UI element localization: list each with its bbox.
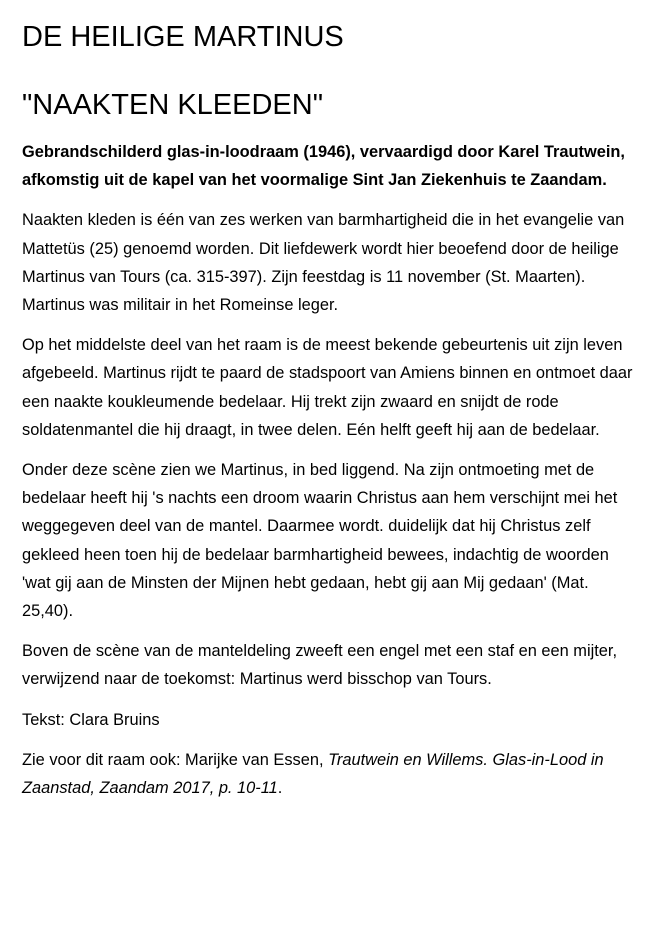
body-paragraph-2: Op het middelste deel van het raam is de meest bekende gebeurtenis uit zijn leven afgebeeld. Martinus rijdt te paard de stadspoort van Amiens binnen en ontmoet daar een naakte koukleumende bedelaar. Hij trekt zijn zwaard en snijdt de rode soldatenmantel die hij draagt, in twee delen. Eén helft geeft hij aan de bedelaar. bbox=[22, 336, 633, 439]
body-paragraph-4: Boven de scène van de manteldeling zweeft een engel met een staf en een mijter, verwijzend naar de toekomst: Martinus werd bisschop van Tours. bbox=[22, 642, 618, 689]
body-paragraph-1: Naakten kleden is één van zes werken van barmhartigheid die in het evangelie van Mattetüs (25) genoemd worden. Dit liefdewerk wordt hier beoefend door de heilige Martinus van Tours (ca. 315-397). Zijn feestdag is 11 november (St. Maarten). Martinus was militair in het Romeinse leger. bbox=[22, 211, 625, 315]
intro-paragraph: Gebrandschilderd glas-in-loodraam (1946), vervaardigd door Karel Trautwein, afkomstig uit de kapel van het voormalige Sint Jan Ziekenhuis te Zaandam. bbox=[22, 143, 625, 190]
reference-prefix: Zie voor dit raam ook: Marijke van Essen, bbox=[22, 750, 329, 769]
page-subtitle: "NAAKTEN KLEEDEN" bbox=[22, 89, 324, 121]
document-page bbox=[22, 18, 634, 814]
reference-paragraph bbox=[22, 746, 634, 802]
reference-title: Trautwein en Willems. Glas-in-Lood in Zaanstad, Zaandam 2017, p. 10-11 bbox=[22, 750, 604, 798]
body-paragraph-3: Onder deze scène zien we Martinus, in bed liggend. Na zijn ontmoeting met de bedelaar heeft hij 's nachts een droom waarin Christus aan hem verschijnt mei het weggegeven deel van de mantel. Daarmee wordt. duidelijk dat hij Christus zelf gekleed heen toen hij de bedelaar barmhartigheid bewees, indachtig de woorden 'wat gij aan de Minsten der Mijnen hebt gedaan, hebt gij aan Mij gedaan' (Mat. 25,40). bbox=[22, 461, 618, 621]
reference-suffix: . bbox=[277, 779, 283, 798]
page-title: DE HEILIGE MARTINUS bbox=[22, 21, 344, 53]
credit-line: Tekst: Clara Bruins bbox=[22, 710, 160, 729]
